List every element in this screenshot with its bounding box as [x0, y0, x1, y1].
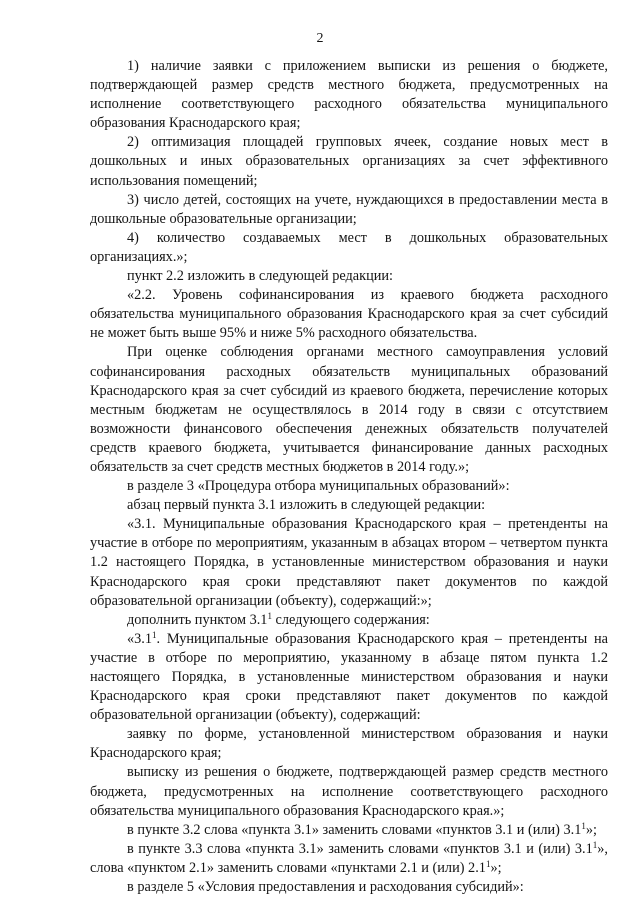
paragraph-clause-3-3	[90, 840, 608, 878]
paragraph-clause-2-2: «2.2. Уровень софинансирования из краевого бюджета расходного обязательства муниципального образования Краснодарского края за счет субсидий не может быть выше 95% и ниже 5% расходного обязательства.	[90, 287, 608, 342]
text-segment: дополнить пунктом 3.1	[127, 611, 268, 628]
superscript: 1	[485, 858, 491, 869]
paragraph-condition-1: 1) наличие заявки с приложением выписки из решения о бюджете, подтверждающей размер средств местного бюджета, предусмотренных на исполнение соответствующего расходного обязательства муниципального образования Краснодарского края;	[90, 58, 608, 132]
text-segment: »;	[585, 821, 597, 838]
text-segment: »;	[490, 859, 502, 876]
paragraph-condition-3: 3) число детей, состоящих на учете, нуждающихся в предоставлении места в дошкольные образовательные организации;	[90, 191, 608, 227]
paragraph-cofinancing-assessment: При оценке соблюдения органами местного самоуправления условий софинансирования расходных обязательств муниципальных образований Краснодарского края за счет субсидий из краевого бюджета, перечисление которых местным бюджетам не осуществлялось в 2014 году в связи с отсутствием возможности финансового обеспечения денежных обязательств получателей средств краевого бюджета, учитывается финансирование данных расходных обязательств за счет средств местных бюджетов в 2014 году.»;	[90, 344, 608, 475]
paragraph-clause-3-1-intro: абзац первый пункта 3.1 изложить в следующей редакции:	[127, 497, 486, 514]
superscript: 1	[581, 820, 586, 831]
paragraph-add-clause-3-1-1	[90, 611, 608, 630]
text-segment: », слова «пунктом 2.1» заменить словами «пунктами 2.1 и (или) 2.1	[90, 840, 608, 876]
paragraph-budget-extract: выписку из решения о бюджете, подтверждающей размер средств местного бюджета, предусмотренных на исполнение соответствующего расходного обязательства муниципального образования Краснодарского края.»;	[90, 764, 608, 819]
text-segment: «3.1	[127, 630, 153, 647]
page-number: 2	[316, 31, 324, 46]
text-segment: следующего содержания:	[271, 611, 430, 628]
paragraph-condition-4: 4) количество создаваемых мест в дошкольных образовательных организациях.»;	[90, 229, 608, 265]
paragraph-application: заявку по форме, установленной министерством образования и науки Краснодарского края;	[90, 726, 608, 762]
superscript: 1	[267, 610, 272, 621]
text-segment: в пункте 3.3 слова «пункта 3.1» заменить словами «пунктов 3.1 и (или) 3.1	[127, 840, 593, 857]
document-body	[90, 57, 608, 897]
paragraph-clause-3-2	[90, 821, 608, 840]
paragraph-clause-3-1: «3.1. Муниципальные образования Краснодарского края – претенденты на участие в отборе по мероприятиям, указанным в абзацах втором – четвертом пункта 1.2 настоящего Порядка, в установленные министерством образования и науки Краснодарского края сроки представляют пакет документов по каждой образовательной организации (объекту), содержащий:»;	[90, 516, 608, 609]
paragraph-clause-3-1-1	[90, 630, 608, 725]
superscript: 1	[152, 629, 157, 640]
paragraph-section-5: в разделе 5 «Условия предоставления и расходования субсидий»:	[127, 879, 524, 896]
paragraph-condition-2: 2) оптимизация площадей групповых ячеек, создание новых мест в дошкольных и иных образовательных организациях за счет эффективного использования помещений;	[90, 134, 608, 189]
paragraph-clause-2-2-intro: пункт 2.2 изложить в следующей редакции:	[127, 268, 394, 285]
text-segment: . Муниципальные образования Краснодарского края – претенденты на участие в отборе по мероприятию, указанному в абзаце пятом пункта 1.2 настоящего Порядка, в установленные министерством образования и науки Краснодарского края сроки представляют пакет документов по каждой образовательной организации (объекту), содержащий:	[90, 630, 608, 724]
superscript: 1	[592, 839, 598, 850]
paragraph-section-3: в разделе 3 «Процедура отбора муниципальных образований»:	[127, 478, 510, 495]
text-segment: в пункте 3.2 слова «пункта 3.1» заменить словами «пунктов 3.1 и (или) 3.1	[127, 821, 582, 838]
